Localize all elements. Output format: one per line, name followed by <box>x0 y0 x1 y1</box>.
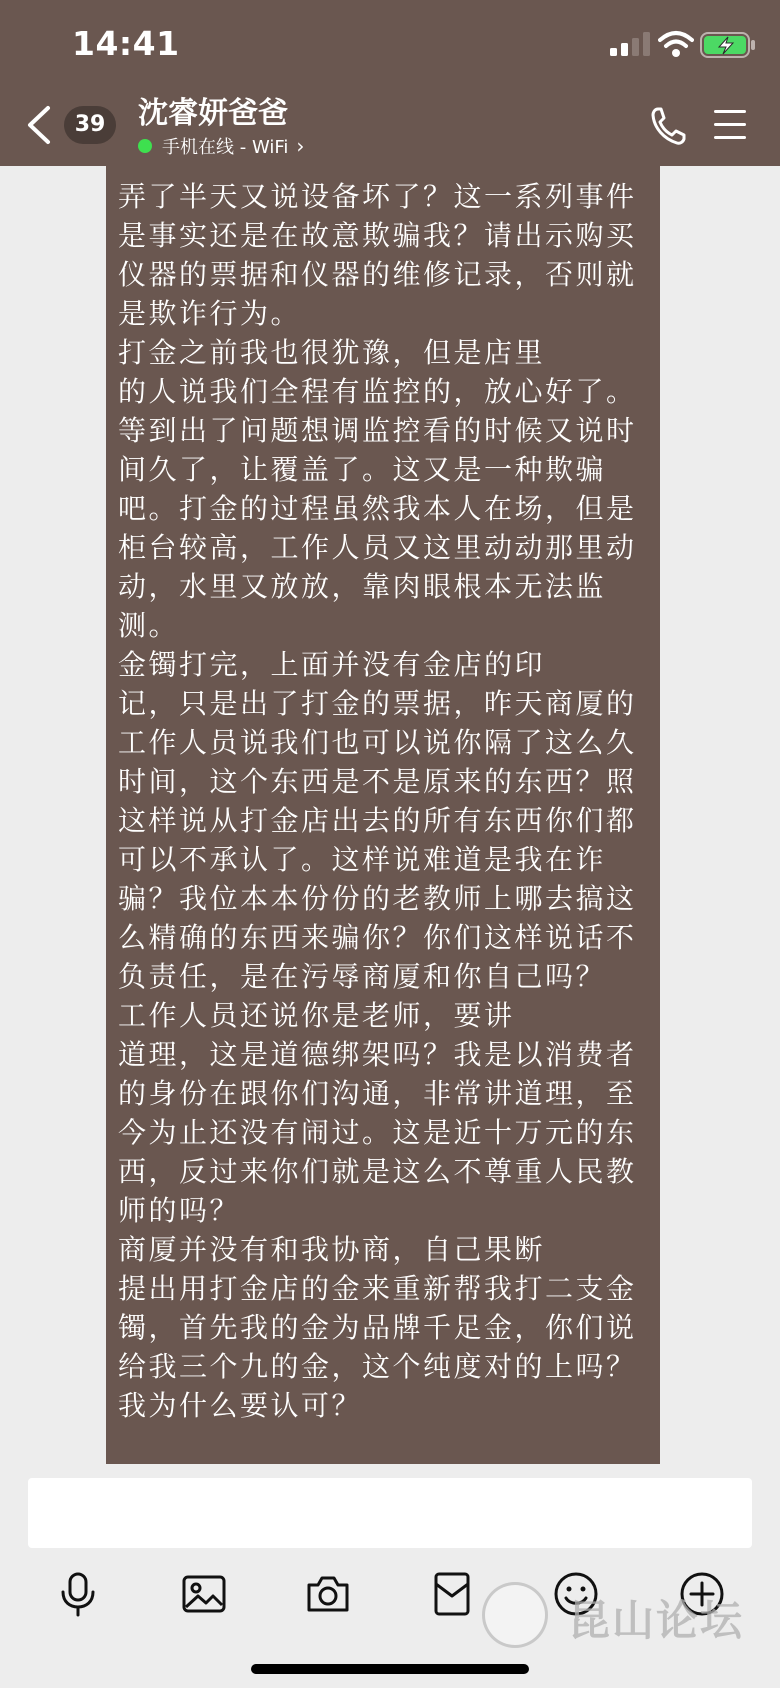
message-line: 道理，这是道德绑架吗？我是以消费者 <box>118 1038 637 1071</box>
unread-count-badge[interactable]: 39 <box>64 106 116 144</box>
message-line: 动，水里又放放，靠肉眼根本无法监 <box>118 570 607 603</box>
message-line: 间久了，让覆盖了。这又是一种欺骗 <box>118 453 607 486</box>
online-dot-icon <box>138 139 152 153</box>
forum-watermark <box>482 1582 780 1652</box>
message-line: 给我三个九的金，这个纯度对的上吗？ <box>118 1350 637 1383</box>
message-line: 仪器的票据和仪器的维修记录，否则就 <box>118 258 637 291</box>
phone-call-icon[interactable] <box>650 106 686 146</box>
message-line: 我为什么要认可？ <box>118 1389 363 1422</box>
message-line: 西，反过来你们就是这么不尊重人民教 <box>118 1155 637 1188</box>
message-line: 这样说从打金店出去的所有东西你们都 <box>118 804 637 837</box>
message-line: 今为止还没有闹过。这是近十万元的东 <box>118 1116 637 1149</box>
wifi-icon <box>658 30 694 58</box>
chevron-right-icon: › <box>296 134 305 158</box>
message-line: 柜台较高，工作人员又这里动动那里动 <box>118 531 637 564</box>
status-bar <box>0 0 780 88</box>
camera-icon[interactable] <box>304 1570 352 1618</box>
message-line: 镯，首先我的金为品牌千足金，你们说 <box>118 1311 637 1344</box>
message-line: 的人说我们全程有监控的，放心好了。 <box>118 375 637 408</box>
message-line: 等到出了问题想调监控看的时候又说时 <box>118 414 637 447</box>
message-line: 弄了半天又说设备坏了？这一系列事件 <box>118 180 637 213</box>
message-line: 是欺诈行为。 <box>118 297 302 330</box>
message-line: 测。 <box>118 609 180 642</box>
signal-icon <box>610 32 650 56</box>
microphone-icon[interactable] <box>54 1570 102 1618</box>
red-packet-icon[interactable] <box>428 1570 476 1618</box>
chat-header <box>0 0 780 166</box>
chat-nav-bar <box>0 88 780 166</box>
home-indicator[interactable] <box>251 1664 529 1674</box>
message-line: 时间，这个东西是不是原来的东西？照 <box>118 765 637 798</box>
message-line: 工作人员说我们也可以说你隔了这么久 <box>118 726 637 759</box>
message-line: 打金之前我也很犹豫，但是店里 <box>118 336 546 369</box>
watermark-seal-icon <box>482 1582 548 1648</box>
message-line: 提出用打金店的金来重新帮我打二支金 <box>118 1272 637 1305</box>
message-line: 金镯打完，上面并没有金店的印 <box>118 648 546 681</box>
online-status-text: 手机在线 - WiFi <box>162 137 289 158</box>
back-chevron-icon[interactable] <box>24 104 54 146</box>
message-line: 可以不承认了。这样说难道是我在诈 <box>118 843 607 876</box>
message-line: 骗？我位本本份份的老教师上哪去搞这 <box>118 882 637 915</box>
contact-name[interactable]: 沈睿妍爸爸 <box>138 96 288 131</box>
more-menu-icon[interactable] <box>714 110 746 140</box>
message-line: 是事实还是在故意欺骗我？请出示购买 <box>118 219 637 252</box>
watermark-text: 昆山论坛 <box>568 1596 745 1645</box>
message-line: 的身份在跟你们沟通，非常讲道理，至 <box>118 1077 637 1110</box>
message-line: 么精确的东西来骗你？你们这样说话不 <box>118 921 637 954</box>
message-line: 吧。打金的过程虽然我本人在场，但是 <box>118 492 637 525</box>
status-time: 14:41 <box>72 24 180 63</box>
battery-charging-icon <box>700 32 756 58</box>
image-icon[interactable] <box>180 1570 228 1618</box>
message-line: 记，只是出了打金的票据，昨天商厦的 <box>118 687 637 720</box>
message-line: 师的吗？ <box>118 1194 241 1227</box>
message-line: 负责任，是在污辱商厦和你自己吗？ <box>118 960 607 993</box>
message-input[interactable] <box>28 1478 752 1548</box>
message-line: 商厦并没有和我协商，自己果断 <box>118 1233 546 1266</box>
message-line: 工作人员还说你是老师，要讲 <box>118 999 515 1032</box>
message-bubble[interactable] <box>106 166 660 1464</box>
online-status[interactable] <box>138 134 304 158</box>
